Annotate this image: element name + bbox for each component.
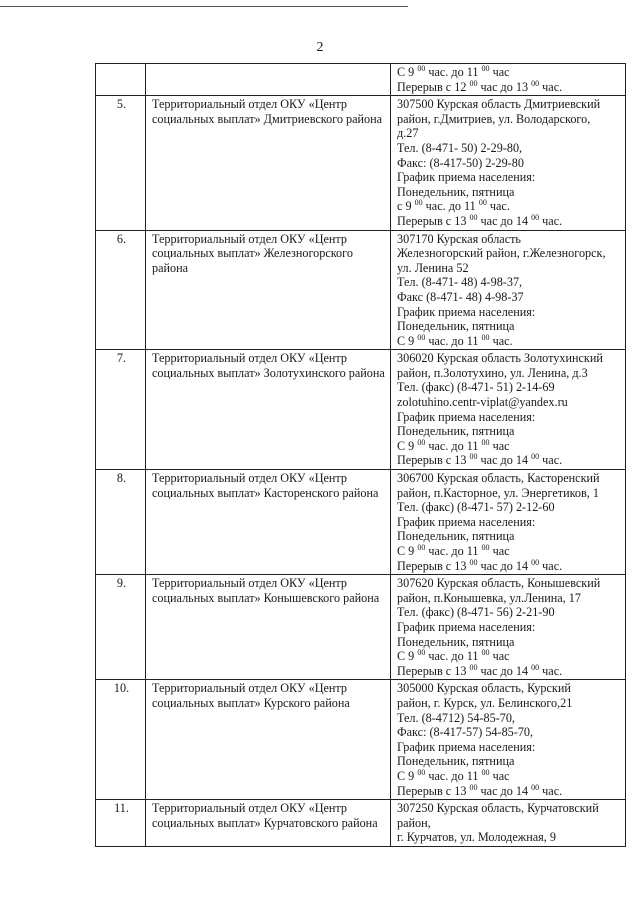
- row-number: 9.: [96, 575, 146, 680]
- contact-text: ул. Ленина 52: [397, 260, 469, 275]
- contact-line: [397, 126, 621, 141]
- contact-text: График приема населения:: [397, 514, 536, 529]
- office-name: Территориальный отдел ОКУ «Центр социальных выплат» Касторенского района: [146, 470, 391, 575]
- contact-text: 307500 Курская область Дмитриевский: [397, 97, 601, 112]
- contact-text: час. до 11: [425, 65, 482, 79]
- time-superscript: 00: [531, 662, 540, 672]
- contact-text: час. до 11: [425, 438, 482, 453]
- contact-text: 307250 Курская область, Курчатовский: [397, 801, 599, 816]
- row-number: 8.: [96, 470, 146, 575]
- office-name: Территориальный отдел ОКУ «Центр социальных выплат» Золотухинского района: [146, 350, 391, 470]
- time-superscript: 00: [481, 542, 490, 552]
- contact-text: Понедельник, пятница: [397, 754, 515, 769]
- contact-line: [397, 261, 621, 276]
- contact-text: час. до 11: [422, 199, 479, 214]
- contact-text: час. до 11: [425, 768, 482, 783]
- table-row: [96, 64, 626, 96]
- contact-line: [397, 696, 621, 711]
- contact-line: [397, 410, 621, 425]
- contact-text: Перерыв с 13: [397, 453, 470, 468]
- time-superscript: 00: [531, 78, 540, 88]
- contact-text: График приема населения:: [397, 304, 536, 319]
- contact-text: Перерыв с 13: [397, 783, 470, 798]
- time-superscript: 00: [469, 212, 478, 222]
- contact-text: 306020 Курская область Золотухинский: [397, 351, 603, 366]
- time-superscript: 00: [481, 332, 490, 342]
- contact-text: С 9: [397, 438, 418, 453]
- contact-text: час. до 11: [425, 544, 482, 558]
- office-name: Территориальный отдел ОКУ «Центр социальных выплат» Железногорского района: [146, 230, 391, 350]
- contact-text: час до 13: [477, 79, 532, 94]
- offices-table: [95, 63, 626, 847]
- contact-text: График приема населения:: [397, 409, 536, 424]
- contact-text: 307170 Курская область: [397, 231, 521, 246]
- contact-line: [397, 214, 621, 229]
- time-superscript: 00: [531, 782, 540, 792]
- contact-text: Перерыв с 12: [397, 79, 470, 94]
- contact-text: час.: [539, 663, 563, 678]
- contact-text: час до 14: [477, 558, 532, 573]
- contact-text: час: [489, 544, 510, 558]
- contact-text: С 9: [397, 65, 418, 79]
- table-row: [96, 800, 626, 847]
- time-superscript: 00: [417, 542, 426, 552]
- contact-line: [397, 471, 621, 486]
- contact-line: [397, 232, 621, 247]
- contact-text: 306700 Курская область, Касторенский: [397, 471, 600, 486]
- office-contact: [391, 64, 626, 96]
- contact-text: час. до 11: [425, 333, 482, 348]
- office-name: Территориальный отдел ОКУ «Центр социальных выплат» Дмитриевского района: [146, 96, 391, 230]
- contact-line: [397, 199, 621, 214]
- contact-line: [397, 319, 621, 334]
- contact-text: Понедельник, пятница: [397, 319, 515, 334]
- contact-line: [397, 486, 621, 501]
- header-rule: [0, 6, 408, 7]
- office-name: Территориальный отдел ОКУ «Центр социальных выплат» Курского района: [146, 680, 391, 800]
- contact-text: час.: [489, 333, 513, 348]
- contact-text: Понедельник, пятница: [397, 424, 515, 439]
- contact-line: [397, 576, 621, 591]
- contact-line: [397, 681, 621, 696]
- contact-text: г. Курчатов, ул. Молодежная, 9: [397, 830, 556, 845]
- contact-text: График приема населения:: [397, 739, 536, 754]
- time-superscript: 00: [414, 198, 423, 208]
- contact-text: Факс: (8-417-50) 2-29-80: [397, 155, 524, 170]
- row-number: 11.: [96, 800, 146, 847]
- contact-text: район, п.Конышевка, ул.Ленина, 17: [397, 590, 581, 605]
- contact-line: [397, 649, 621, 664]
- table-row: [96, 575, 626, 680]
- contact-text: Понедельник, пятница: [397, 529, 515, 544]
- contact-line: [397, 605, 621, 620]
- time-superscript: 00: [531, 557, 540, 567]
- contact-line: [397, 80, 621, 95]
- contact-text: район, г. Курск, ул. Белинского,21: [397, 695, 573, 710]
- row-number: 7.: [96, 350, 146, 470]
- contact-line: [397, 635, 621, 650]
- contact-line: [397, 334, 621, 349]
- contact-text: Перерыв с 13: [397, 213, 470, 228]
- contact-text: час: [489, 65, 510, 79]
- contact-text: zolotuhino.centr-viplat@yandex.ru: [397, 395, 568, 410]
- office-contact: [391, 350, 626, 470]
- contact-text: час: [489, 649, 510, 664]
- contact-text: С 9: [397, 768, 418, 783]
- contact-text: Понедельник, пятница: [397, 184, 515, 199]
- contact-line: [397, 439, 621, 454]
- row-number: [96, 64, 146, 96]
- contact-text: час.: [539, 213, 563, 228]
- contact-line: [397, 620, 621, 635]
- time-superscript: 00: [481, 648, 490, 658]
- contact-line: [397, 395, 621, 410]
- contact-text: час: [489, 438, 510, 453]
- contact-line: [397, 769, 621, 784]
- contact-text: Железногорский район, г.Железногорск,: [397, 246, 606, 261]
- contact-text: час до 14: [477, 783, 532, 798]
- contact-line: [397, 65, 621, 80]
- office-contact: [391, 96, 626, 230]
- row-number: 10.: [96, 680, 146, 800]
- contact-text: час.: [539, 79, 563, 94]
- contact-text: час до 14: [477, 213, 532, 228]
- time-superscript: 00: [417, 648, 426, 658]
- contact-text: Тел. (8-471- 50) 2-29-80,: [397, 140, 523, 155]
- contact-line: [397, 784, 621, 799]
- contact-line: [397, 156, 621, 171]
- time-superscript: 00: [417, 332, 426, 342]
- office-name: Территориальный отдел ОКУ «Центр социальных выплат» Конышевского района: [146, 575, 391, 680]
- contact-line: [397, 170, 621, 185]
- time-superscript: 00: [531, 212, 540, 222]
- contact-text: Перерыв с 13: [397, 558, 470, 573]
- contact-text: С 9: [397, 649, 418, 664]
- contact-text: час до 14: [477, 663, 532, 678]
- contact-text: Факс: (8-417-57) 54-85-70,: [397, 725, 534, 740]
- office-contact: [391, 230, 626, 350]
- contact-line: [397, 185, 621, 200]
- time-superscript: 00: [469, 782, 478, 792]
- contact-line: [397, 351, 621, 366]
- contact-text: Тел. (факс) (8-471- 56) 2-21-90: [397, 605, 555, 620]
- office-name: [146, 64, 391, 96]
- page-number: 2: [316, 40, 324, 55]
- time-superscript: 00: [481, 63, 490, 73]
- contact-text: График приема населения:: [397, 619, 536, 634]
- contact-line: [397, 305, 621, 320]
- contact-text: 307620 Курская область, Конышевский: [397, 576, 601, 591]
- contact-text: Тел. (8-471- 48) 4-98-37,: [397, 275, 523, 290]
- contact-line: [397, 97, 621, 112]
- office-contact: [391, 575, 626, 680]
- contact-text: час.: [486, 199, 510, 214]
- table-row: [96, 680, 626, 800]
- contact-text: С 9: [397, 544, 418, 558]
- contact-line: [397, 366, 621, 381]
- contact-text: График приема населения:: [397, 170, 536, 185]
- time-superscript: 00: [469, 452, 478, 462]
- row-number: 6.: [96, 230, 146, 350]
- contact-text: район, п.Касторное, ул. Энергетиков, 1: [397, 485, 599, 500]
- table-row: [96, 230, 626, 350]
- table-row: [96, 350, 626, 470]
- contact-line: [397, 740, 621, 755]
- contact-text: район, г.Дмитриев, ул. Володарского,: [397, 111, 591, 126]
- contact-line: [397, 380, 621, 395]
- contact-text: Факс (8-471- 48) 4-98-37: [397, 289, 524, 304]
- contact-line: [397, 453, 621, 468]
- contact-line: [397, 754, 621, 769]
- contact-line: [397, 830, 621, 845]
- contact-text: д.27: [397, 126, 419, 141]
- office-contact: [391, 680, 626, 800]
- contact-text: час.: [539, 783, 563, 798]
- time-superscript: 00: [417, 437, 426, 447]
- contact-text: С 9: [397, 333, 418, 348]
- table-row: [96, 470, 626, 575]
- office-name: Территориальный отдел ОКУ «Центр социальных выплат» Курчатовского района: [146, 800, 391, 847]
- time-superscript: 00: [469, 662, 478, 672]
- time-superscript: 00: [469, 78, 478, 88]
- contact-line: [397, 112, 621, 127]
- contact-text: 305000 Курская область, Курский: [397, 681, 571, 696]
- time-superscript: 00: [417, 63, 426, 73]
- contact-text: с 9: [397, 199, 415, 214]
- contact-text: час. до 11: [425, 649, 482, 664]
- contact-text: район, п.Золотухино, ул. Ленина, д.3: [397, 365, 588, 380]
- time-superscript: 00: [417, 767, 426, 777]
- contact-line: [397, 424, 621, 439]
- time-superscript: 00: [478, 198, 487, 208]
- time-superscript: 00: [481, 767, 490, 777]
- contact-text: час.: [539, 453, 563, 468]
- contact-text: час: [489, 768, 510, 783]
- contact-line: [397, 591, 621, 606]
- time-superscript: 00: [531, 452, 540, 462]
- row-number: 5.: [96, 96, 146, 230]
- contact-line: [397, 290, 621, 305]
- contact-line: [397, 246, 621, 261]
- contact-line: [397, 515, 621, 530]
- contact-line: [397, 559, 621, 574]
- contact-text: Перерыв с 13: [397, 663, 470, 678]
- contact-line: [397, 544, 621, 559]
- contact-text: Тел. (факс) (8-471- 57) 2-12-60: [397, 500, 555, 515]
- contact-line: [397, 664, 621, 679]
- table-row: [96, 96, 626, 230]
- contact-line: [397, 141, 621, 156]
- contact-text: час.: [539, 558, 563, 573]
- contact-text: Тел. (8-4712) 54-85-70,: [397, 710, 515, 725]
- contact-line: [397, 816, 621, 831]
- contact-line: [397, 725, 621, 740]
- contact-text: Понедельник, пятница: [397, 634, 515, 649]
- contact-line: [397, 711, 621, 726]
- contact-line: [397, 275, 621, 290]
- office-contact: [391, 800, 626, 847]
- office-contact: [391, 470, 626, 575]
- contact-text: час до 14: [477, 453, 532, 468]
- time-superscript: 00: [481, 437, 490, 447]
- contact-line: [397, 529, 621, 544]
- contact-text: район,: [397, 815, 431, 830]
- contact-line: [397, 801, 621, 816]
- contact-text: Тел. (факс) (8-471- 51) 2-14-69: [397, 380, 555, 395]
- contact-line: [397, 500, 621, 515]
- time-superscript: 00: [469, 557, 478, 567]
